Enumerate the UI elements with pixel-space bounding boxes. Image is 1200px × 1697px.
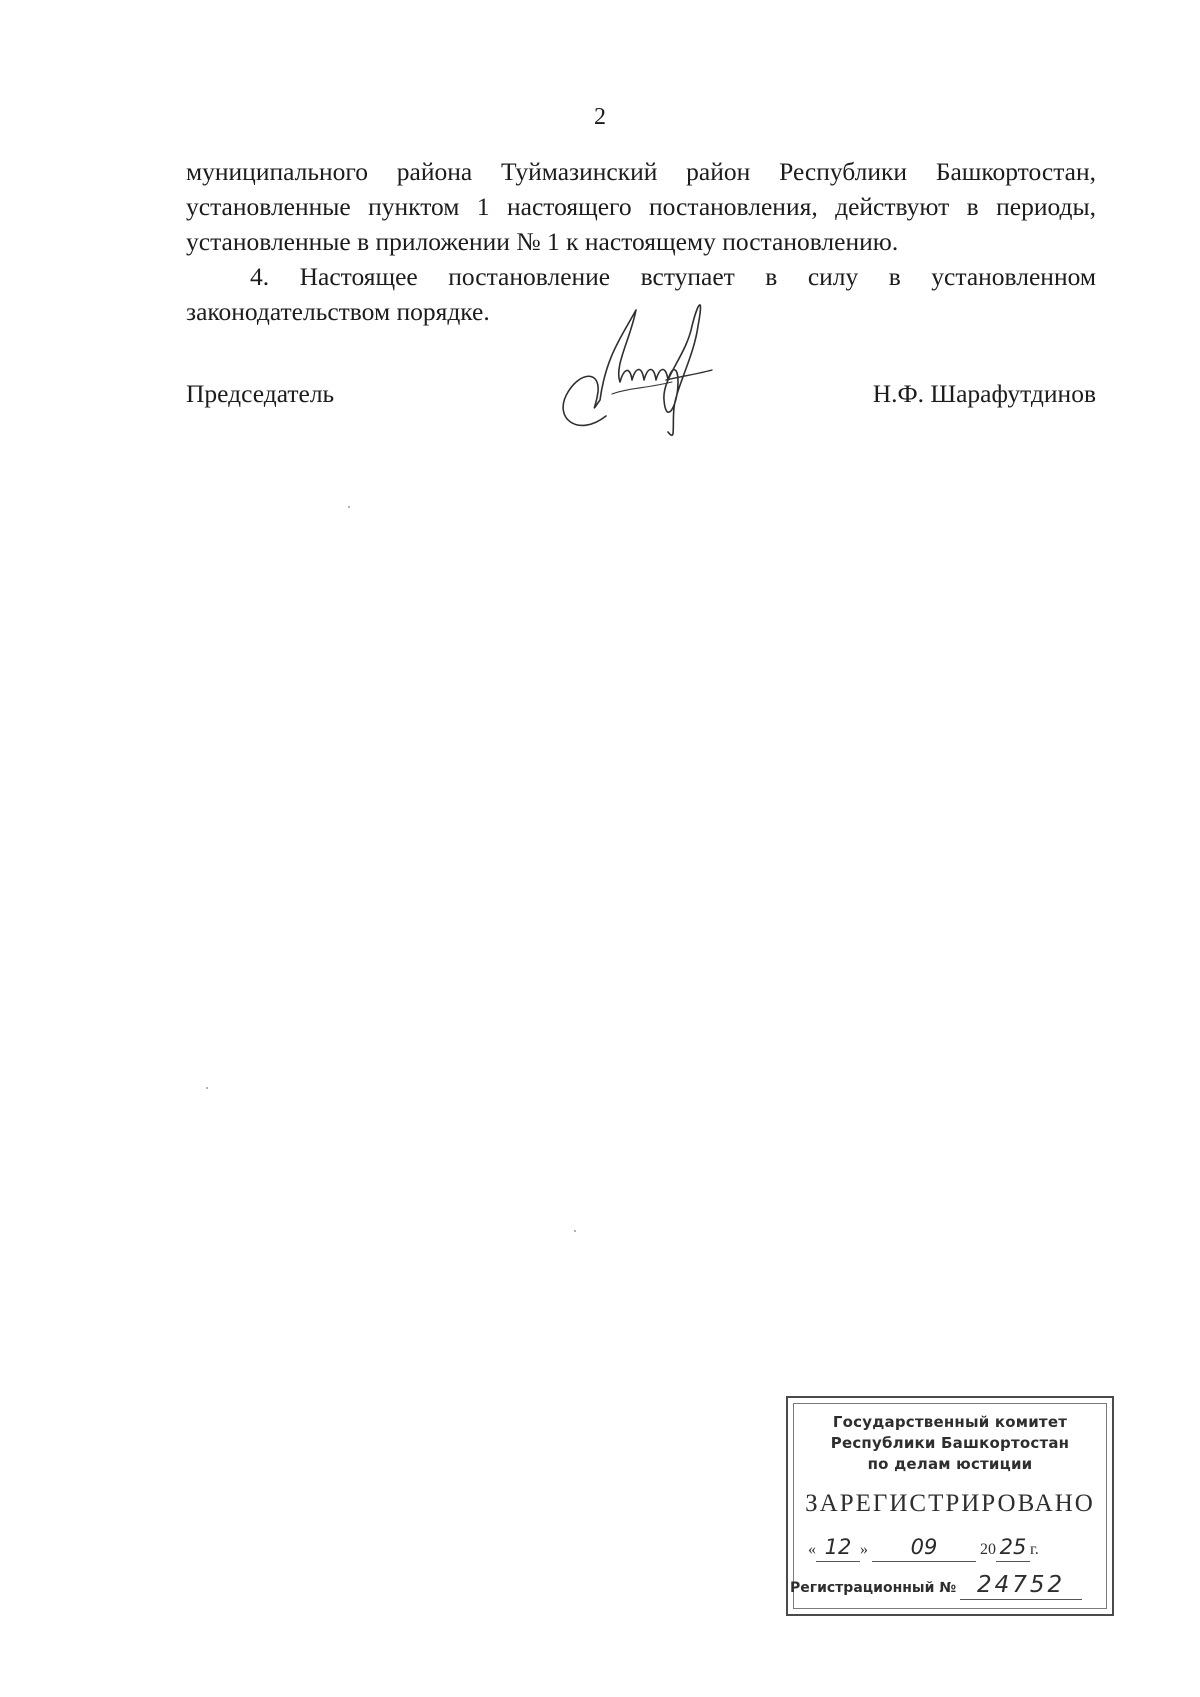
date-year-suffix: 25 [999,1535,1027,1559]
date-day: 12 [824,1535,852,1559]
page-number: 2 [594,104,606,130]
date-year-blank [996,1536,1030,1562]
date-open-quote: « [808,1541,816,1558]
stamp-registration [790,1574,1106,1602]
signer-name: Н.Ф. Шарафутдинов [872,379,1096,408]
body-line: законодательством порядке. [186,297,490,326]
body-line: 4. Настоящее постановление вступает в силу в установленном [250,262,1096,291]
scan-speck [348,506,350,508]
date-day-blank [816,1536,860,1562]
scan-speck [206,1087,208,1089]
date-close-quote: » [860,1541,868,1558]
reg-number: 24752 [977,1572,1066,1598]
stamp-date [808,1536,1102,1564]
stamp-org-line: Государственный комитет [832,1413,1068,1431]
registration-stamp [786,1396,1114,1616]
date-month-blank [872,1536,976,1562]
date-year-prefix: 20 [980,1541,996,1558]
stamp-org-line: Республики Башкортостан [830,1434,1070,1452]
signer-title: Председатель [186,379,335,408]
date-month: 09 [910,1535,938,1559]
stamp-org-line: по делам юстиции [867,1455,1033,1473]
scan-speck [574,1230,576,1232]
body-line: муниципального района Туймазинский район Республики Башкортостан, [186,157,1096,186]
body-line: установленные в приложении № 1 к настоящему постановлению. [186,227,899,256]
body-line: установленные пунктом 1 настоящего постановления, действуют в периоды, [186,192,1096,221]
stamp-status: ЗАРЕГИСТРИРОВАНО [805,1490,1095,1517]
handwritten-signature [548,296,720,446]
reg-number-blank [960,1574,1082,1600]
reg-label: Регистрационный № [790,1580,957,1596]
date-year-unit: г. [1030,1541,1039,1558]
stamp-organization [788,1412,1112,1475]
